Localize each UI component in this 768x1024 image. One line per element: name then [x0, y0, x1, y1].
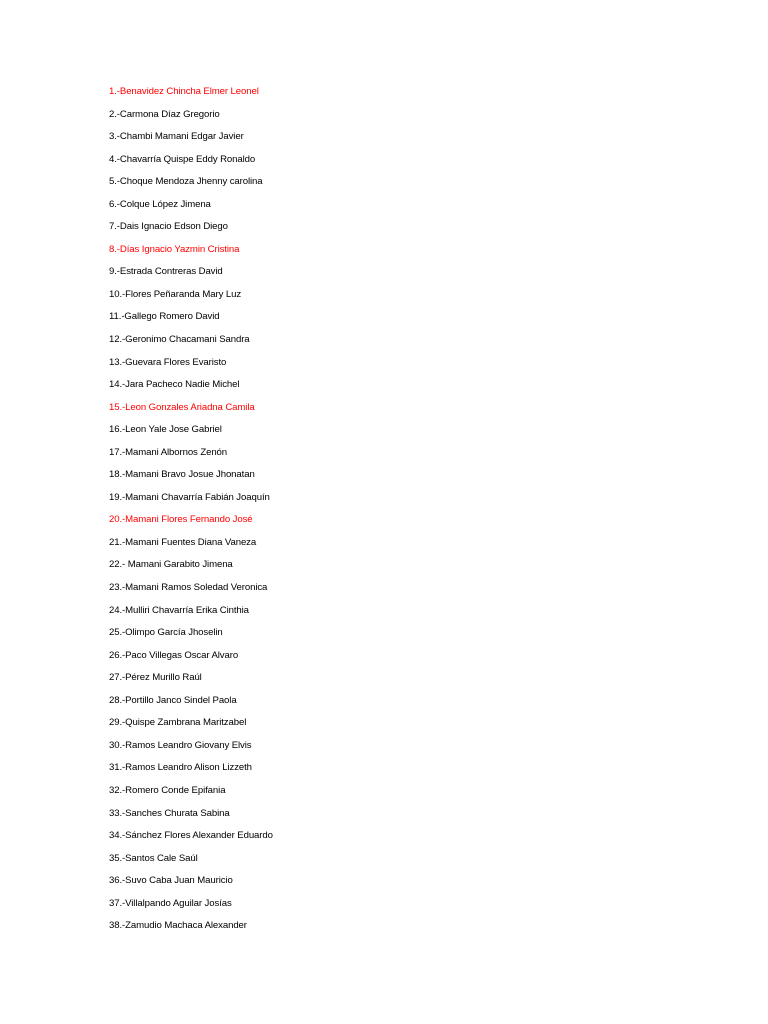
list-item: 5.-Choque Mendoza Jhenny carolina — [109, 176, 263, 188]
list-item: 7.-Dais Ignacio Edson Diego — [109, 221, 228, 233]
list-item: 22.- Mamani Garabito Jimena — [109, 559, 233, 571]
list-item: 9.-Estrada Contreras David — [109, 266, 223, 278]
list-item: 16.-Leon Yale Jose Gabriel — [109, 424, 222, 436]
list-item: 28.-Portillo Janco Sindel Paola — [109, 694, 237, 706]
list-item: 17.-Mamani Albornos Zenón — [109, 446, 228, 458]
list-item: 38.-Zamudio Machaca Alexander — [109, 920, 247, 932]
list-item: 32.-Romero Conde Epifania — [109, 784, 226, 796]
list-item: 18.-Mamani Bravo Josue Jhonatan — [109, 469, 255, 481]
list-item: 37.-Villalpando Aguilar Josías — [109, 897, 232, 909]
list-item: 19.-Mamani Chavarría Fabián Joaquín — [109, 491, 270, 503]
list-item: 35.-Santos Cale Saúl — [109, 852, 198, 864]
list-item: 20.-Mamani Flores Fernando José — [109, 514, 253, 526]
list-item: 25.-Olimpo García Jhoselin — [109, 627, 223, 639]
list-item: 14.-Jara Pacheco Nadie Michel — [109, 379, 240, 391]
list-item: 26.-Paco Villegas Oscar Alvaro — [109, 649, 239, 661]
list-item: 4.-Chavarría Quispe Eddy Ronaldo — [109, 153, 256, 165]
list-item: 12.-Geronimo Chacamani Sandra — [109, 334, 250, 346]
list-item: 34.-Sánchez Flores Alexander Eduardo — [109, 830, 273, 842]
list-item: 29.-Quispe Zambrana Maritzabel — [109, 717, 247, 729]
list-item: 3.-Chambi Mamani Edgar Javier — [109, 131, 244, 143]
student-name-list — [109, 84, 273, 941]
list-item: 11.-Gallego Romero David — [109, 311, 220, 323]
list-item: 36.-Suvo Caba Juan Mauricio — [109, 875, 233, 887]
list-item: 30.-Ramos Leandro Giovany Elvis — [109, 739, 252, 751]
list-item: 24.-Mulliri Chavarría Erika Cinthia — [109, 604, 249, 616]
list-item: 23.-Mamani Ramos Soledad Veronica — [109, 582, 268, 594]
list-item: 1.-Benavidez Chincha Elmer Leonel — [109, 86, 259, 97]
list-item: 10.-Flores Peñaranda Mary Luz — [109, 288, 242, 300]
list-item: 6.-Colque López Jimena — [109, 198, 211, 210]
list-item: 2.-Carmona Díaz Gregorio — [109, 108, 220, 120]
list-item: 15.-Leon Gonzales Ariadna Camila — [109, 401, 255, 413]
list-item: 8.-Días Ignacio Yazmin Cristina — [109, 243, 240, 255]
list-item: 21.-Mamani Fuentes Diana Vaneza — [109, 536, 257, 548]
list-item: 13.-Guevara Flores Evaristo — [109, 356, 227, 368]
list-item: 33.-Sanches Churata Sabina — [109, 807, 230, 819]
list-item: 27.-Pérez Murillo Raúl — [109, 672, 202, 684]
list-item: 31.-Ramos Leandro Alison Lizzeth — [109, 762, 252, 774]
